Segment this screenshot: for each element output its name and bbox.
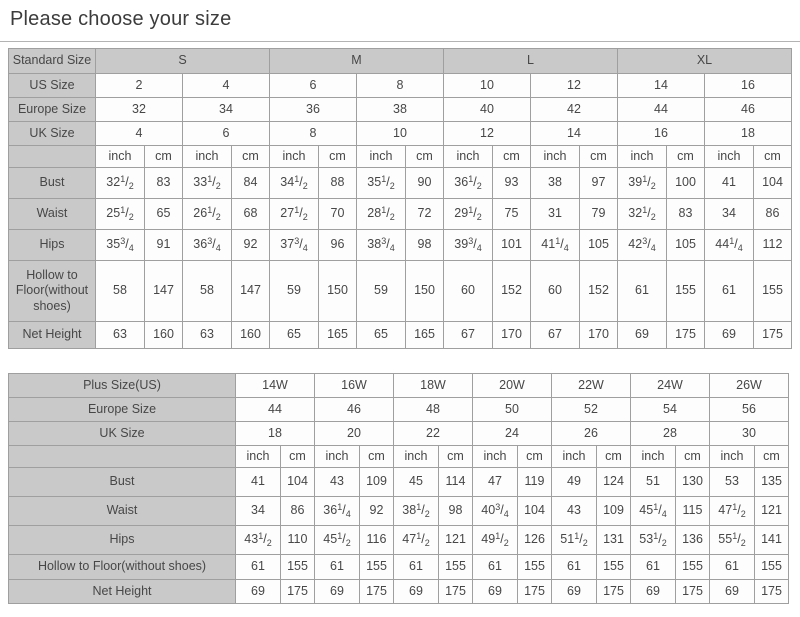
row-label-cell: Hollow to Floor(without shoes): [9, 555, 236, 580]
size-value-cell: 26: [552, 422, 631, 446]
measure-cm-cell: 155: [667, 261, 705, 322]
unit-cm-cell: cm: [360, 446, 394, 468]
measure-cm-cell: 147: [232, 261, 270, 322]
size-value-cell: 18: [236, 422, 315, 446]
measure-inch-cell: $47^1/_2$: [394, 526, 439, 555]
unit-cm-cell: cm: [754, 146, 792, 168]
measure-inch-cell: 38: [531, 168, 580, 199]
row-label-cell: Waist: [9, 497, 236, 526]
size-value-cell: 14W: [236, 374, 315, 398]
size-value-cell: 8: [357, 74, 444, 98]
title-divider: [0, 41, 800, 42]
corner-label-cell: Standard Size: [9, 49, 96, 74]
measure-inch-cell: 69: [631, 580, 676, 604]
table-row: [9, 422, 789, 446]
unit-inch-cell: inch: [552, 446, 597, 468]
measure-cm-cell: 155: [754, 261, 792, 322]
size-value-cell: 6: [270, 74, 357, 98]
size-value-cell: 4: [96, 122, 183, 146]
measure-inch-cell: 60: [444, 261, 493, 322]
unit-inch-cell: inch: [444, 146, 493, 168]
size-value-cell: 22W: [552, 374, 631, 398]
row-label-cell: Europe Size: [9, 98, 96, 122]
measure-inch-cell: $32^1/_2$: [618, 199, 667, 230]
measure-inch-cell: $36^1/_4$: [315, 497, 360, 526]
measure-inch-cell: 60: [531, 261, 580, 322]
table-row: [9, 468, 789, 497]
measure-inch-cell: $36^3/_4$: [183, 230, 232, 261]
measure-cm-cell: 88: [319, 168, 357, 199]
row-label-cell: Net Height: [9, 580, 236, 604]
measure-inch-cell: 49: [552, 468, 597, 497]
plus-size-table: [8, 373, 789, 604]
size-value-cell: 32: [96, 98, 183, 122]
size-value-cell: 28: [631, 422, 710, 446]
measure-cm-cell: 155: [439, 555, 473, 580]
measure-inch-cell: $35^1/_2$: [357, 168, 406, 199]
measure-cm-cell: 114: [439, 468, 473, 497]
measure-cm-cell: 116: [360, 526, 394, 555]
measure-cm-cell: 83: [667, 199, 705, 230]
measure-inch-cell: $49^1/_2$: [473, 526, 518, 555]
measure-cm-cell: 141: [755, 526, 789, 555]
size-value-cell: 10: [357, 122, 444, 146]
measure-cm-cell: 75: [493, 199, 531, 230]
size-value-cell: 18: [705, 122, 792, 146]
measure-cm-cell: 109: [360, 468, 394, 497]
measure-inch-cell: $33^1/_2$: [183, 168, 232, 199]
measure-inch-cell: 47: [473, 468, 518, 497]
measure-cm-cell: 97: [580, 168, 618, 199]
row-label-cell: UK Size: [9, 122, 96, 146]
measure-inch-cell: $37^3/_4$: [270, 230, 319, 261]
measure-cm-cell: 121: [755, 497, 789, 526]
table-row: [9, 580, 789, 604]
row-label-cell: Plus Size(US): [9, 374, 236, 398]
table-row: [9, 261, 792, 322]
row-label-cell: Bust: [9, 168, 96, 199]
measure-inch-cell: $32^1/_2$: [96, 168, 145, 199]
measure-inch-cell: 41: [705, 168, 754, 199]
size-value-cell: 12: [531, 74, 618, 98]
measure-inch-cell: $42^3/_4$: [618, 230, 667, 261]
measure-inch-cell: $38^3/_4$: [357, 230, 406, 261]
size-value-cell: 14: [531, 122, 618, 146]
unit-inch-cell: inch: [705, 146, 754, 168]
measure-inch-cell: $27^1/_2$: [270, 199, 319, 230]
size-chart-tables: [8, 48, 800, 604]
measure-cm-cell: 155: [676, 555, 710, 580]
size-value-cell: 18W: [394, 374, 473, 398]
size-value-cell: 44: [236, 398, 315, 422]
unit-cm-cell: cm: [493, 146, 531, 168]
measure-inch-cell: 69: [552, 580, 597, 604]
measure-cm-cell: 124: [597, 468, 631, 497]
measure-cm-cell: 104: [518, 497, 552, 526]
table-row: [9, 555, 789, 580]
measure-inch-cell: $51^1/_2$: [552, 526, 597, 555]
measure-cm-cell: 170: [493, 322, 531, 349]
measure-inch-cell: 69: [618, 322, 667, 349]
measure-inch-cell: 67: [444, 322, 493, 349]
size-value-cell: 4: [183, 74, 270, 98]
table-row: [9, 230, 792, 261]
measure-inch-cell: 43: [315, 468, 360, 497]
measure-cm-cell: 112: [754, 230, 792, 261]
size-group-cell: M: [270, 49, 444, 74]
table-row: [9, 49, 792, 74]
table-row: [9, 146, 792, 168]
unit-inch-cell: inch: [96, 146, 145, 168]
measure-inch-cell: 58: [96, 261, 145, 322]
measure-inch-cell: 51: [631, 468, 676, 497]
table-row: [9, 74, 792, 98]
measure-inch-cell: $34^1/_2$: [270, 168, 319, 199]
measure-cm-cell: 155: [597, 555, 631, 580]
measure-inch-cell: 61: [618, 261, 667, 322]
table-row: [9, 199, 792, 230]
size-value-cell: 20W: [473, 374, 552, 398]
measure-inch-cell: 53: [710, 468, 755, 497]
unit-inch-cell: inch: [473, 446, 518, 468]
unit-cm-cell: cm: [676, 446, 710, 468]
table-row: [9, 98, 792, 122]
measure-cm-cell: 165: [319, 322, 357, 349]
table-row: [9, 497, 789, 526]
measure-cm-cell: 152: [493, 261, 531, 322]
measure-cm-cell: 72: [406, 199, 444, 230]
table-row: [9, 168, 792, 199]
unit-cm-cell: cm: [518, 446, 552, 468]
table-row: [9, 374, 789, 398]
size-value-cell: 16: [618, 122, 705, 146]
measure-cm-cell: 93: [493, 168, 531, 199]
measure-inch-cell: $26^1/_2$: [183, 199, 232, 230]
measure-cm-cell: 98: [439, 497, 473, 526]
measure-inch-cell: 45: [394, 468, 439, 497]
measure-cm-cell: 136: [676, 526, 710, 555]
unit-cm-cell: cm: [667, 146, 705, 168]
measure-cm-cell: 175: [754, 322, 792, 349]
measure-cm-cell: 147: [145, 261, 183, 322]
measure-cm-cell: 90: [406, 168, 444, 199]
measure-inch-cell: 59: [357, 261, 406, 322]
size-value-cell: 54: [631, 398, 710, 422]
measure-inch-cell: 69: [236, 580, 281, 604]
measure-inch-cell: $28^1/_2$: [357, 199, 406, 230]
measure-inch-cell: $39^3/_4$: [444, 230, 493, 261]
measure-cm-cell: 135: [755, 468, 789, 497]
measure-inch-cell: $47^1/_2$: [710, 497, 755, 526]
measure-cm-cell: 109: [597, 497, 631, 526]
size-value-cell: 8: [270, 122, 357, 146]
measure-inch-cell: 65: [270, 322, 319, 349]
measure-inch-cell: 61: [710, 555, 755, 580]
unit-inch-cell: inch: [618, 146, 667, 168]
unit-inch-cell: inch: [531, 146, 580, 168]
measure-cm-cell: 175: [360, 580, 394, 604]
measure-inch-cell: $39^1/_2$: [618, 168, 667, 199]
measure-inch-cell: 69: [315, 580, 360, 604]
measure-cm-cell: 101: [493, 230, 531, 261]
table-row: [9, 398, 789, 422]
unit-inch-cell: inch: [394, 446, 439, 468]
measure-cm-cell: 70: [319, 199, 357, 230]
measure-inch-cell: 61: [631, 555, 676, 580]
size-value-cell: 16: [705, 74, 792, 98]
unit-inch-cell: inch: [631, 446, 676, 468]
measure-cm-cell: 65: [145, 199, 183, 230]
row-label-cell: Bust: [9, 468, 236, 497]
unit-inch-cell: inch: [236, 446, 281, 468]
measure-cm-cell: 160: [145, 322, 183, 349]
table-row: [9, 526, 789, 555]
row-label-cell: Waist: [9, 199, 96, 230]
measure-cm-cell: 105: [667, 230, 705, 261]
measure-inch-cell: $53^1/_2$: [631, 526, 676, 555]
unit-inch-cell: inch: [183, 146, 232, 168]
row-label-cell: UK Size: [9, 422, 236, 446]
measure-cm-cell: 83: [145, 168, 183, 199]
plus-size-table-container: [8, 373, 800, 604]
size-value-cell: 34: [183, 98, 270, 122]
table-row: [9, 322, 792, 349]
measure-cm-cell: 150: [319, 261, 357, 322]
measure-inch-cell: $43^1/_2$: [236, 526, 281, 555]
page-title: Please choose your size: [10, 8, 232, 30]
measure-cm-cell: 175: [676, 580, 710, 604]
measure-inch-cell: $44^1/_4$: [705, 230, 754, 261]
measure-inch-cell: 61: [315, 555, 360, 580]
measure-inch-cell: 69: [394, 580, 439, 604]
size-value-cell: 12: [444, 122, 531, 146]
unit-inch-cell: inch: [357, 146, 406, 168]
size-value-cell: 42: [531, 98, 618, 122]
measure-cm-cell: 155: [518, 555, 552, 580]
size-value-cell: 16W: [315, 374, 394, 398]
measure-cm-cell: 86: [281, 497, 315, 526]
measure-inch-cell: 67: [531, 322, 580, 349]
measure-cm-cell: 175: [518, 580, 552, 604]
unit-cm-cell: cm: [319, 146, 357, 168]
measure-cm-cell: 170: [580, 322, 618, 349]
size-value-cell: 24W: [631, 374, 710, 398]
measure-cm-cell: 175: [755, 580, 789, 604]
size-value-cell: 30: [710, 422, 789, 446]
size-group-cell: XL: [618, 49, 792, 74]
measure-inch-cell: 34: [705, 199, 754, 230]
measure-cm-cell: 152: [580, 261, 618, 322]
measure-inch-cell: 43: [552, 497, 597, 526]
measure-cm-cell: 175: [281, 580, 315, 604]
measure-cm-cell: 121: [439, 526, 473, 555]
row-label-cell: US Size: [9, 74, 96, 98]
unit-cm-cell: cm: [281, 446, 315, 468]
size-value-cell: 46: [705, 98, 792, 122]
measure-cm-cell: 110: [281, 526, 315, 555]
measure-inch-cell: $40^3/_4$: [473, 497, 518, 526]
measure-cm-cell: 119: [518, 468, 552, 497]
measure-cm-cell: 155: [281, 555, 315, 580]
measure-cm-cell: 155: [755, 555, 789, 580]
measure-inch-cell: $55^1/_2$: [710, 526, 755, 555]
unit-cm-cell: cm: [232, 146, 270, 168]
unit-cm-cell: cm: [597, 446, 631, 468]
measure-inch-cell: 63: [96, 322, 145, 349]
measure-cm-cell: 130: [676, 468, 710, 497]
unit-cm-cell: cm: [755, 446, 789, 468]
standard-size-table: [8, 48, 792, 349]
measure-inch-cell: 65: [357, 322, 406, 349]
standard-size-table-container: [8, 48, 800, 349]
size-value-cell: 14: [618, 74, 705, 98]
size-value-cell: 46: [315, 398, 394, 422]
row-label-cell: Hollow to Floor(without shoes): [9, 261, 96, 322]
size-group-cell: S: [96, 49, 270, 74]
row-label-cell: Net Height: [9, 322, 96, 349]
measure-cm-cell: 91: [145, 230, 183, 261]
size-value-cell: 2: [96, 74, 183, 98]
units-row-corner-cell: [9, 446, 236, 468]
measure-inch-cell: 61: [552, 555, 597, 580]
size-value-cell: 36: [270, 98, 357, 122]
row-label-cell: Hips: [9, 230, 96, 261]
measure-inch-cell: $29^1/_2$: [444, 199, 493, 230]
measure-cm-cell: 175: [667, 322, 705, 349]
size-value-cell: 20: [315, 422, 394, 446]
measure-inch-cell: 63: [183, 322, 232, 349]
measure-inch-cell: $45^1/_2$: [315, 526, 360, 555]
measure-inch-cell: 41: [236, 468, 281, 497]
measure-cm-cell: 100: [667, 168, 705, 199]
unit-inch-cell: inch: [315, 446, 360, 468]
measure-cm-cell: 175: [439, 580, 473, 604]
row-label-cell: Europe Size: [9, 398, 236, 422]
measure-inch-cell: 69: [705, 322, 754, 349]
table-row: [9, 446, 789, 468]
measure-cm-cell: 165: [406, 322, 444, 349]
size-value-cell: 24: [473, 422, 552, 446]
measure-cm-cell: 104: [281, 468, 315, 497]
measure-cm-cell: 104: [754, 168, 792, 199]
measure-inch-cell: 69: [710, 580, 755, 604]
measure-cm-cell: 98: [406, 230, 444, 261]
unit-cm-cell: cm: [439, 446, 473, 468]
measure-inch-cell: $36^1/_2$: [444, 168, 493, 199]
measure-inch-cell: 61: [394, 555, 439, 580]
measure-cm-cell: 150: [406, 261, 444, 322]
measure-cm-cell: 126: [518, 526, 552, 555]
size-value-cell: 22: [394, 422, 473, 446]
size-value-cell: 40: [444, 98, 531, 122]
measure-inch-cell: $45^1/_4$: [631, 497, 676, 526]
measure-inch-cell: $25^1/_2$: [96, 199, 145, 230]
measure-inch-cell: 69: [473, 580, 518, 604]
size-value-cell: 38: [357, 98, 444, 122]
size-value-cell: 6: [183, 122, 270, 146]
units-row-corner-cell: [9, 146, 96, 168]
measure-cm-cell: 68: [232, 199, 270, 230]
table-row: [9, 122, 792, 146]
unit-cm-cell: cm: [406, 146, 444, 168]
measure-cm-cell: 96: [319, 230, 357, 261]
measure-inch-cell: 61: [473, 555, 518, 580]
measure-inch-cell: 58: [183, 261, 232, 322]
measure-inch-cell: 61: [705, 261, 754, 322]
unit-inch-cell: inch: [710, 446, 755, 468]
measure-cm-cell: 92: [360, 497, 394, 526]
measure-inch-cell: 61: [236, 555, 281, 580]
unit-inch-cell: inch: [270, 146, 319, 168]
measure-inch-cell: $41^1/_4$: [531, 230, 580, 261]
measure-cm-cell: 115: [676, 497, 710, 526]
measure-cm-cell: 86: [754, 199, 792, 230]
measure-cm-cell: 105: [580, 230, 618, 261]
size-value-cell: 56: [710, 398, 789, 422]
measure-cm-cell: 84: [232, 168, 270, 199]
row-label-cell: Hips: [9, 526, 236, 555]
measure-cm-cell: 175: [597, 580, 631, 604]
size-value-cell: 52: [552, 398, 631, 422]
measure-inch-cell: 34: [236, 497, 281, 526]
size-value-cell: 50: [473, 398, 552, 422]
measure-inch-cell: 59: [270, 261, 319, 322]
unit-cm-cell: cm: [145, 146, 183, 168]
size-value-cell: 48: [394, 398, 473, 422]
measure-inch-cell: $38^1/_2$: [394, 497, 439, 526]
measure-cm-cell: 131: [597, 526, 631, 555]
size-value-cell: 10: [444, 74, 531, 98]
size-group-cell: L: [444, 49, 618, 74]
measure-cm-cell: 160: [232, 322, 270, 349]
measure-inch-cell: 31: [531, 199, 580, 230]
size-value-cell: 26W: [710, 374, 789, 398]
measure-inch-cell: $35^3/_4$: [96, 230, 145, 261]
measure-cm-cell: 92: [232, 230, 270, 261]
measure-cm-cell: 155: [360, 555, 394, 580]
measure-cm-cell: 79: [580, 199, 618, 230]
unit-cm-cell: cm: [580, 146, 618, 168]
size-value-cell: 44: [618, 98, 705, 122]
